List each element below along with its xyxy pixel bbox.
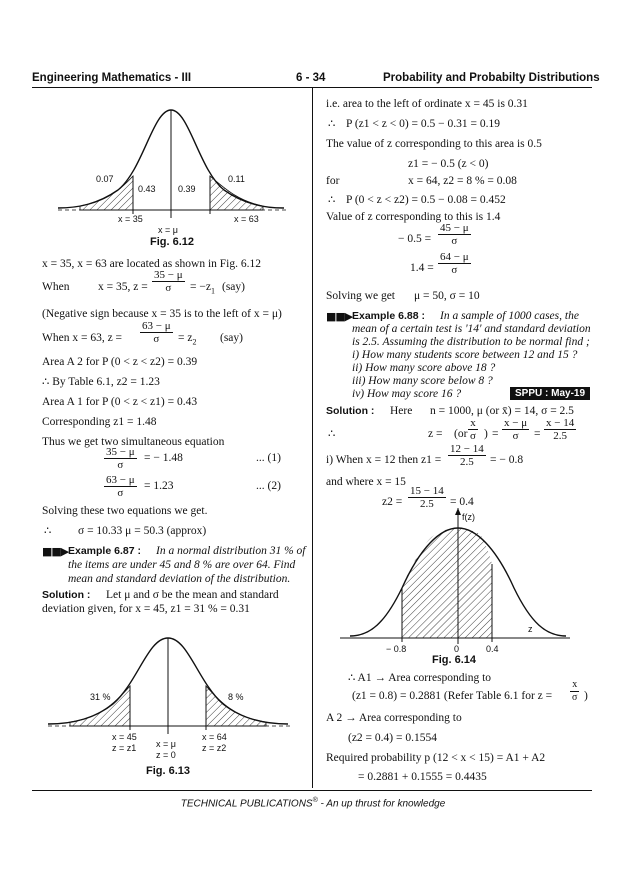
- footer: TECHNICAL PUBLICATIONS® - An up thrust for knowledge: [180, 797, 446, 810]
- left-line-8: Corresponding z1 = 1.48: [42, 416, 157, 428]
- figure-6-13: [48, 630, 298, 760]
- left-line-10: Solving these two equations we get.: [42, 505, 208, 517]
- example-688-text-6: iii) How many score below 8 ?: [352, 375, 493, 387]
- fig612-x-mu: x = μ: [158, 225, 178, 235]
- left-line-5: Area A 2 for P (0 < z < z2) = 0.39: [42, 356, 198, 368]
- right-line-1: i.e. area to the left of ordinate x = 45 is 0.31: [326, 98, 528, 110]
- fig613-xl2: z = z1: [112, 743, 137, 753]
- right-therefore-2: ∴: [328, 194, 336, 206]
- example-688-text-1: In a sample of 1000 cases, the: [440, 310, 579, 322]
- left-line-4d: (say): [220, 332, 243, 344]
- fig613-xr2: z = z2: [202, 743, 227, 753]
- fig612-x-left: x = 35: [118, 214, 143, 224]
- left-line-1: x = 35, x = 63 are located as shown in Fig. 6.12: [42, 258, 261, 270]
- left-line-2b: x = 35, z =: [98, 281, 148, 293]
- solution-687-text-1: Let μ and σ be the mean and standard: [106, 589, 279, 601]
- fig613-left-pct: 31 %: [90, 692, 111, 702]
- fig612-right-mid: 0.39: [178, 184, 196, 194]
- right-line-3: The value of z corresponding to this area is 0.5: [326, 138, 542, 150]
- z-fraction-1: $\frac{x - \mu}{\sigma}$: [504, 417, 528, 442]
- eq2-fraction: $\frac{63 - \mu}{\sigma}$: [106, 474, 135, 499]
- z-label: z =: [428, 428, 443, 440]
- right-line-4: z1 = − 0.5 (z < 0): [408, 158, 489, 170]
- left-line-7: Area A 1 for P (0 < z < z1) = 0.43: [42, 396, 198, 408]
- fig612-left-mid: 0.43: [138, 184, 156, 194]
- example-688-text-5: ii) How many score above 18 ?: [352, 362, 496, 374]
- z-fraction-2: $\frac{x - 14}{2.5}$: [546, 417, 575, 442]
- right-line-11b: = 0.4: [450, 496, 474, 508]
- page-number: 6 - 34: [296, 72, 326, 84]
- fig613-xm1: x = μ: [156, 739, 176, 749]
- eq1-rhs: = − 1.48: [144, 452, 183, 464]
- solution-687-label: Solution :: [42, 589, 91, 601]
- right-line-10: and where x = 15: [326, 476, 406, 488]
- left-line-3: (Negative sign because x = 35 is to the left of x = μ): [42, 308, 282, 320]
- fig614-left: − 0.8: [386, 644, 407, 653]
- right-line-5a: for: [326, 175, 340, 187]
- fig612-left-tail: 0.07: [96, 174, 114, 184]
- fig612-caption: Fig. 6.12: [150, 236, 195, 248]
- fig614-z: z: [528, 624, 533, 634]
- example-arrow-icon-2: ■■▶: [326, 310, 353, 323]
- fig613-xm2: z = 0: [156, 750, 176, 760]
- footer-rule: [32, 790, 592, 791]
- right-eq2-lhs: 1.4 =: [410, 262, 434, 274]
- right-line-8a: Solving we get: [326, 290, 395, 302]
- therefore-sym: ∴: [44, 525, 52, 537]
- example-arrow-icon: ■■▶: [42, 545, 69, 558]
- right-therefore-1: ∴: [328, 118, 336, 130]
- solution-688-here: Here: [390, 405, 413, 417]
- example-687-text-2: the items are under 45 and 8 % are over 64. Find: [68, 559, 296, 571]
- fraction-35-mu: $\frac{35 - \mu}{\sigma}$: [154, 269, 183, 294]
- example-688-text-2: mean of a certain test is '14' and standard deviation: [352, 323, 591, 335]
- solution-687-text-2: deviation given, for x = 45, z1 = 31 % = 0.31: [42, 603, 250, 615]
- column-divider: [312, 88, 313, 788]
- eq1-fraction: $\frac{35 - \mu}{\sigma}$: [106, 446, 135, 471]
- eq1-tag: ... (1): [256, 452, 281, 464]
- required-prob-line-1: Required probability p (12 < x < 15) = A1 + A2: [326, 752, 546, 764]
- fig614-right: 0.4: [486, 644, 499, 653]
- left-line-4a: When x = 63, z =: [42, 332, 123, 344]
- solution-688-values: n = 1000, μ (or x̄) = 14, σ = 2.5: [430, 405, 574, 417]
- left-line-2d: (say): [222, 281, 245, 293]
- right-line-2: P (z1 < z < 0) = 0.5 − 0.31 = 0.19: [346, 118, 501, 130]
- right-line-5b: x = 64, z2 = 8 % = 0.08: [408, 175, 517, 187]
- figure-6-14: [340, 508, 580, 653]
- header-right: Probability and Probabilty Distributions: [383, 72, 600, 84]
- z-paren-open: (or: [454, 428, 468, 440]
- example-688-label: Example 6.88 :: [352, 310, 425, 322]
- left-line-11: σ = 10.33 μ = 50.3 (approx): [78, 525, 207, 537]
- left-line-4c: = $z_2$: [178, 332, 197, 347]
- example-687-label: Example 6.87 :: [68, 545, 141, 557]
- example-688-text-4: i) How many students score between 12 and 15 ?: [352, 349, 578, 361]
- eq2-rhs: = 1.23: [144, 480, 174, 492]
- z-eq-1: =: [492, 428, 499, 440]
- z-paren-fraction: $\frac{x}{\sigma}$: [470, 417, 476, 442]
- z-eq-2: =: [534, 428, 541, 440]
- fig614-fz: f(z): [462, 512, 475, 522]
- left-line-6: ∴ By Table 6.1, z2 = 1.23: [42, 376, 160, 388]
- left-line-2a: When: [42, 281, 70, 293]
- fig614-zero: 0: [454, 644, 460, 653]
- area-a1-line-2: (z1 = 0.8) = 0.2881 (Refer Table 6.1 for z =: [352, 690, 553, 702]
- header-left: Engineering Mathematics - III: [32, 72, 192, 84]
- solution-688-label: Solution :: [326, 405, 375, 417]
- right-line-9b: = − 0.8: [490, 454, 524, 466]
- fig613-xl1: x = 45: [112, 732, 137, 742]
- right-eq2-fraction: $\frac{64 - \mu}{\sigma}$: [440, 251, 469, 276]
- z-paren-close: ): [484, 428, 488, 440]
- z-therefore: ∴: [328, 428, 336, 440]
- right-line-11a: z2 =: [382, 496, 403, 508]
- right-line-9-fraction: $\frac{12 - 14}{2.5}$: [450, 443, 484, 468]
- area-a1-line-1: ∴ A1 → Area corresponding to: [348, 672, 492, 684]
- sppu-badge: SPPU : May-19: [510, 387, 590, 400]
- right-eq1-lhs: − 0.5 =: [398, 233, 432, 245]
- eq2-tag: ... (2): [256, 480, 281, 492]
- area-a1-close: ): [584, 690, 588, 702]
- left-line-2c: = $-z_1$: [190, 281, 215, 296]
- right-eq1-fraction: $\frac{45 - \mu}{\sigma}$: [440, 222, 469, 247]
- right-line-11-fraction: $\frac{15 - 14}{2.5}$: [410, 485, 444, 510]
- fig612-x-right: x = 63: [234, 214, 259, 224]
- example-688-text-3: is 2.5. Assuming the distribution to be normal find ;: [352, 336, 590, 348]
- fig613-xr1: x = 64: [202, 732, 227, 742]
- example-688-text-7: iv) How may score 16 ?: [352, 388, 462, 400]
- left-line-9: Thus we get two simultaneous equation: [42, 436, 225, 448]
- area-a1-fraction: $\frac{x}{\sigma}$: [572, 679, 578, 703]
- right-line-7: Value of z corresponding to this is 1.4: [326, 211, 501, 223]
- right-line-8b: μ = 50, σ = 10: [414, 290, 480, 302]
- area-a2-line-1: A 2 → Area corresponding to: [326, 712, 462, 724]
- figure-6-12: [58, 100, 298, 235]
- area-a2-line-2: (z2 = 0.4) = 0.1554: [348, 732, 437, 744]
- right-line-9a: i) When x = 12 then z1 =: [326, 454, 442, 466]
- required-prob-line-2: = 0.2881 + 0.1555 = 0.4435: [358, 771, 487, 783]
- example-687-text-1: In a normal distribution 31 % of: [156, 545, 306, 557]
- fig612-right-tail: 0.11: [228, 174, 245, 184]
- example-687-text-3: mean and standard deviation of the distribution.: [68, 573, 291, 585]
- fig613-caption: Fig. 6.13: [146, 765, 191, 777]
- fraction-63-mu: $\frac{63 - \mu}{\sigma}$: [142, 320, 171, 345]
- fig614-caption: Fig. 6.14: [432, 654, 477, 666]
- right-line-6: P (0 < z < z2) = 0.5 − 0.08 = 0.452: [346, 194, 506, 206]
- fig613-right-pct: 8 %: [228, 692, 244, 702]
